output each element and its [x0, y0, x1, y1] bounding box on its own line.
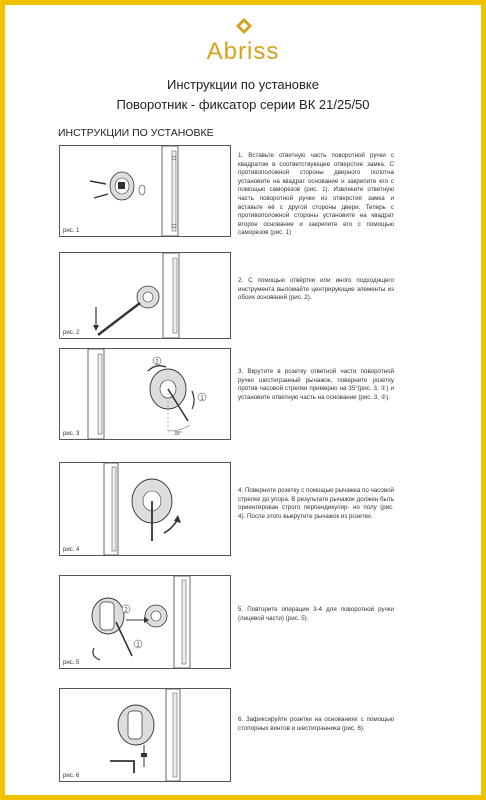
marker-1-label: 1 [200, 395, 204, 402]
section-heading: ИНСТРУКЦИИ ПО УСТАНОВКЕ [58, 127, 214, 139]
step-1-text: 1. Вставьте ответную часть поворотной ручки с квадратом в соответствующее отверстие замка. С противоположной стороны дверного полотна установите на квадрат основание и закрепите его с помощью саморезов (рис. 1). Извлеките ответную часть поворотной ручки из отверстия замка и вставьте её с другой стороны двери. Теперь с противоположной стороны установите на квадрат второе основание и закрепите его с помощью саморезов (рис. 1) [238, 152, 394, 237]
brand-logo: Abriss [206, 38, 280, 65]
marker-5-1-label: 1 [136, 642, 140, 649]
figure-panel-3 [59, 348, 231, 440]
logo-diamond-icon [236, 18, 252, 34]
figure-caption-1: рис. 1 [63, 228, 80, 234]
marker-5-2-label: 2 [124, 607, 128, 614]
figure-caption-2: рис. 2 [63, 330, 80, 336]
step-4-text: 4. Поверните розетку с помощью рычажка по часовой стрелке до упора. В результате рычажок должен быть ориентирован строго перпендикуляр- но полу (рис. 4). После этого выкрутите рычажок из розетки. [238, 487, 394, 520]
figure-panel-2 [59, 252, 231, 339]
figure-caption-6: рис. 6 [63, 773, 80, 779]
step-5-text: 5. Повторите операции 3-4 для поворотной ручки (лицевой части) (рис. 5). [238, 606, 394, 622]
page-title: Инструкции по установке [167, 77, 319, 92]
door-illustration-1 [60, 146, 230, 236]
step-6-text: 6. Зафиксируйте розетки на основаниях с помощью стопорных винтов и шестигранника (рис. 6). [238, 716, 394, 732]
figure-caption-5: рис. 5 [63, 660, 80, 666]
door-illustration-5 [60, 576, 230, 668]
figure-panel-4 [59, 462, 231, 556]
figure-panel-6 [59, 688, 231, 782]
figure-panel-5 [59, 575, 231, 669]
step-3-text: 3. Вкрутите в розетку ответной части поворотной ручки шестигранный рычажок, поверните розетку против часовой стрелки примерно на 35°(рис. 3, ①) и установите ответную часть на основание (рис. 3, ②). [238, 368, 394, 401]
door-illustration-2 [60, 253, 230, 338]
angle-label: 35° [174, 431, 182, 437]
figure-caption-4: рис. 4 [63, 547, 80, 553]
figure-caption-3: рис. 3 [63, 431, 80, 437]
step-2-text: 2. С помощью отвёртки или иного подходящего инструмента выломайте центрирующие элементы из обоих оснований (рис. 2). [238, 277, 394, 302]
door-illustration-3 [60, 349, 230, 439]
door-illustration-6 [60, 689, 230, 781]
door-illustration-4 [60, 463, 230, 555]
figure-panel-1 [59, 145, 231, 237]
marker-2-label: 2 [155, 359, 159, 366]
page-subtitle: Поворотник - фиксатор серии ВК 21/25/50 [116, 97, 370, 112]
